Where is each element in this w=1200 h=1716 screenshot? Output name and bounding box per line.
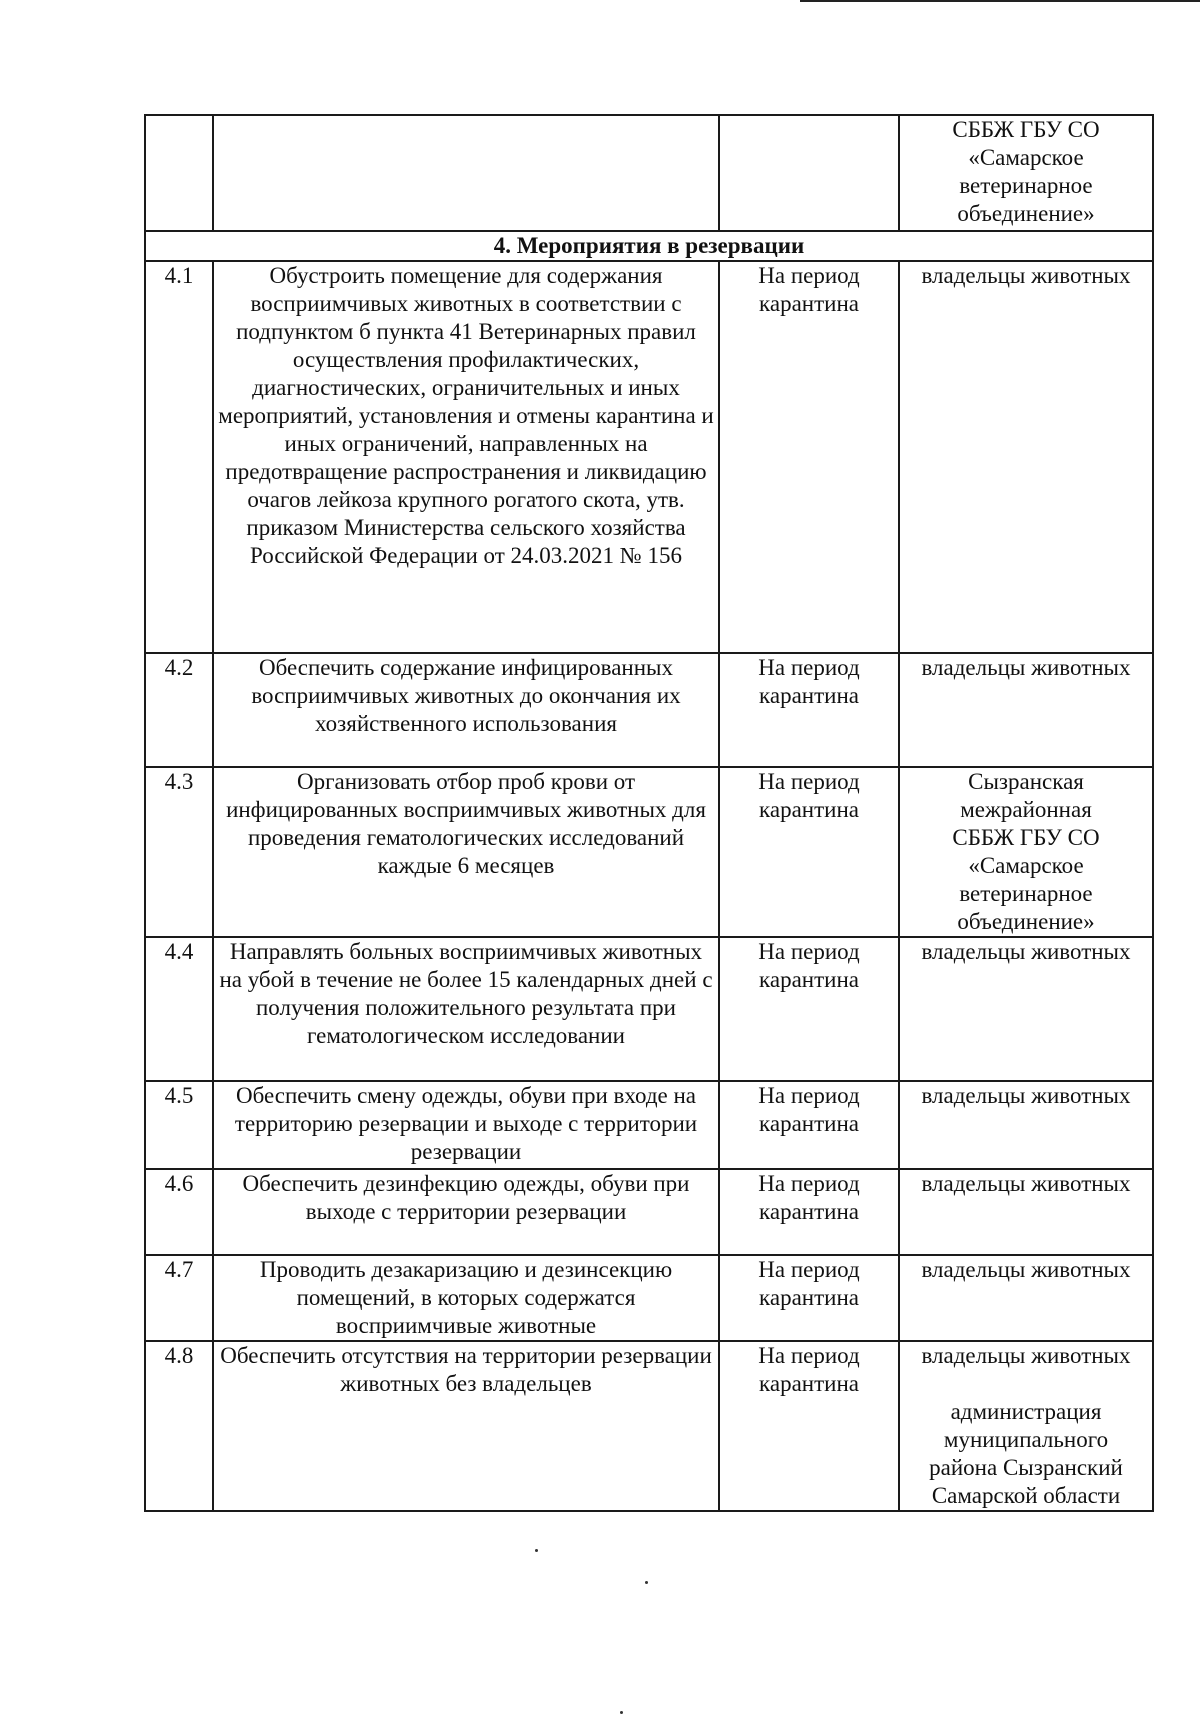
responsible-cell xyxy=(899,115,1153,231)
row-number: 4.2 xyxy=(145,653,213,767)
task-text: Обеспечить отсутствия на территории резервации животных без владельцев xyxy=(213,1341,719,1511)
responsible-line: владельцы животных xyxy=(921,1171,1131,1196)
table-row xyxy=(145,653,1153,767)
measures-table xyxy=(144,114,1154,1512)
term-text: На период карантина xyxy=(719,1341,899,1511)
table-row xyxy=(145,1081,1153,1169)
responsible-cell xyxy=(899,1081,1153,1169)
term-text: На период карантина xyxy=(719,767,899,937)
term-text: На период карантина xyxy=(719,261,899,653)
task-text: Обеспечить содержание инфицированных восприимчивых животных до окончания их хозяйственного использования xyxy=(213,653,719,767)
scan-speck xyxy=(620,1711,623,1714)
table-row xyxy=(145,1255,1153,1341)
table-row xyxy=(145,937,1153,1081)
term-text: На период карантина xyxy=(719,1081,899,1169)
responsible-line: владельцы животных xyxy=(921,1343,1131,1368)
table-row xyxy=(145,1341,1153,1511)
responsible-line: Сызранская xyxy=(968,769,1084,794)
responsible-cell xyxy=(899,1169,1153,1255)
row-number: 4.6 xyxy=(145,1169,213,1255)
row-number: 4.7 xyxy=(145,1255,213,1341)
row-number: 4.5 xyxy=(145,1081,213,1169)
section-row xyxy=(145,231,1153,261)
scan-speck xyxy=(645,1581,648,1584)
responsible-line: района Сызранский xyxy=(929,1455,1123,1480)
table-row xyxy=(145,767,1153,937)
responsible-line: Самарской области xyxy=(931,1483,1121,1508)
responsible-cell xyxy=(899,1341,1153,1511)
responsible-line: СББЖ ГБУ СО xyxy=(952,825,1100,850)
responsible-line: ветеринарное xyxy=(959,173,1093,198)
responsible-line: муниципального xyxy=(943,1427,1109,1452)
task-text: Обеспечить дезинфекцию одежды, обуви при выходе с территории резервации xyxy=(213,1169,719,1255)
responsible-cell xyxy=(899,653,1153,767)
term-text: На период карантина xyxy=(719,653,899,767)
table-row xyxy=(145,1169,1153,1255)
row-number: 4.1 xyxy=(145,261,213,653)
section-title: 4. Мероприятия в резервации xyxy=(145,231,1153,261)
responsible-line: владельцы животных xyxy=(921,655,1131,680)
responsible-line: владельцы животных xyxy=(921,1083,1131,1108)
responsible-spacer xyxy=(904,1370,1148,1398)
responsible-line: ветеринарное xyxy=(959,881,1093,906)
responsible-line: владельцы животных xyxy=(921,1257,1131,1282)
row-number: 4.8 xyxy=(145,1341,213,1511)
responsible-cell xyxy=(899,1255,1153,1341)
term-text: На период карантина xyxy=(719,1169,899,1255)
task-text: Направлять больных восприимчивых животных на убой в течение не более 15 календарных дней с получения положительного результата при гематологическом исследовании xyxy=(213,937,719,1081)
responsible-line: СББЖ ГБУ СО xyxy=(952,117,1100,142)
task-text: Организовать отбор проб крови от инфицированных восприимчивых животных для проведения гематологических исследований каждые 6 месяцев xyxy=(213,767,719,937)
scan-speck xyxy=(535,1549,538,1552)
top-rule xyxy=(800,0,1200,2)
responsible-line: «Самарское xyxy=(968,853,1084,878)
task-cell xyxy=(213,115,719,231)
task-text: Обеспечить смену одежды, обуви при входе на территорию резервации и выходе с территории резервации xyxy=(213,1081,719,1169)
responsible-line: владельцы животных xyxy=(921,263,1131,288)
row-number: 4.4 xyxy=(145,937,213,1081)
responsible-line: объединение» xyxy=(957,909,1095,934)
table-row xyxy=(145,261,1153,653)
responsible-line: владельцы животных xyxy=(921,939,1131,964)
row-number: 4.3 xyxy=(145,767,213,937)
term-text: На период карантина xyxy=(719,937,899,1081)
responsible-line: объединение» xyxy=(957,201,1095,226)
carry-over-row xyxy=(145,115,1153,231)
term-text: На период карантина xyxy=(719,1255,899,1341)
task-text: Обустроить помещение для содержания восприимчивых животных в соответствии с подпунктом б пункта 41 Ветеринарных правил осуществления профилактических, диагностических, ограничительных и иных мероприятий, установления и отмены карантина и иных ограничений, направленных на предотвращение распространения и ликвидацию очагов лейкоза крупного рогатого скота, утв. приказом Министерства сельского хозяйства Российской Федерации от 24.03.2021 № 156 xyxy=(213,261,719,653)
responsible-line: администрация xyxy=(950,1399,1102,1424)
responsible-line: межрайонная xyxy=(960,797,1092,822)
task-text: Проводить дезакаризацию и дезинсекцию помещений, в которых содержатся восприимчивые животные xyxy=(213,1255,719,1341)
responsible-line: «Самарское xyxy=(968,145,1084,170)
responsible-cell xyxy=(899,937,1153,1081)
responsible-cell xyxy=(899,261,1153,653)
responsible-cell xyxy=(899,767,1153,937)
term-cell xyxy=(719,115,899,231)
num-cell xyxy=(145,115,213,231)
